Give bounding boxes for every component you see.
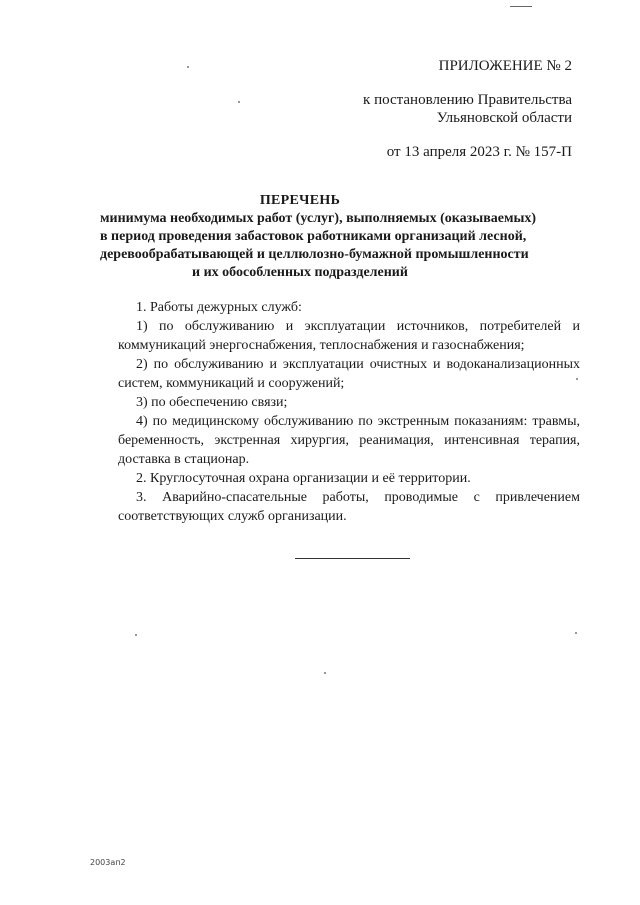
scan-speck [187,66,189,68]
document-heading [100,192,537,282]
heading-line: и их обособленных подразделений [192,265,408,280]
scan-speck [575,632,577,634]
scan-artifact [510,6,532,7]
heading-line: деревообрабатывающей и целлюлозно-бумажной промышленности [100,247,529,262]
list-item: 1. Работы дежурных служб: [136,300,302,315]
appendix-date: от 13 апреля 2023 г. № 157-П [386,144,572,160]
list-subitem: 4) по медицинскому обслуживанию по экстренным показаниям: травмы, беременность, экстренная хирургия, реанимация, интенсивная терапия, доставка в стационар. [118,414,580,467]
appendix-reference [300,91,572,127]
appendix-title: ПРИЛОЖЕНИЕ № 2 [438,58,572,74]
scan-speck [576,378,578,380]
list-subitem: 2) по обслуживанию и эксплуатации очистных и водоканализационных систем, коммуникаций и сооружений; [118,357,580,391]
list-subitem: 1) по обслуживанию и эксплуатации источников, потребителей и коммуникаций энергоснабжения, теплоснабжения и газоснабжения; [118,319,580,353]
scan-speck [324,672,326,674]
list-item: 2. Круглосуточная охрана организации и её территории. [136,471,471,486]
appendix-ref-line: Ульяновской области [436,110,572,126]
list-item: 3. Аварийно-спасательные работы, проводимые с привлечением соответствующих служб организации. [118,490,580,524]
scan-speck [238,101,240,103]
heading-title: ПЕРЕЧЕНЬ [259,193,341,208]
appendix-ref-line: к постановлению Правительства [363,92,572,108]
document-body [118,298,580,526]
closing-line [295,558,410,559]
heading-line: минимума необходимых работ (услуг), выполняемых (оказываемых) [100,211,537,226]
list-subitem: 3) по обеспечению связи; [136,395,288,410]
footer-code: 2003ап2 [90,858,126,867]
heading-line: в период проведения забастовок работниками организаций лесной, [100,229,527,244]
scan-speck [135,634,137,636]
